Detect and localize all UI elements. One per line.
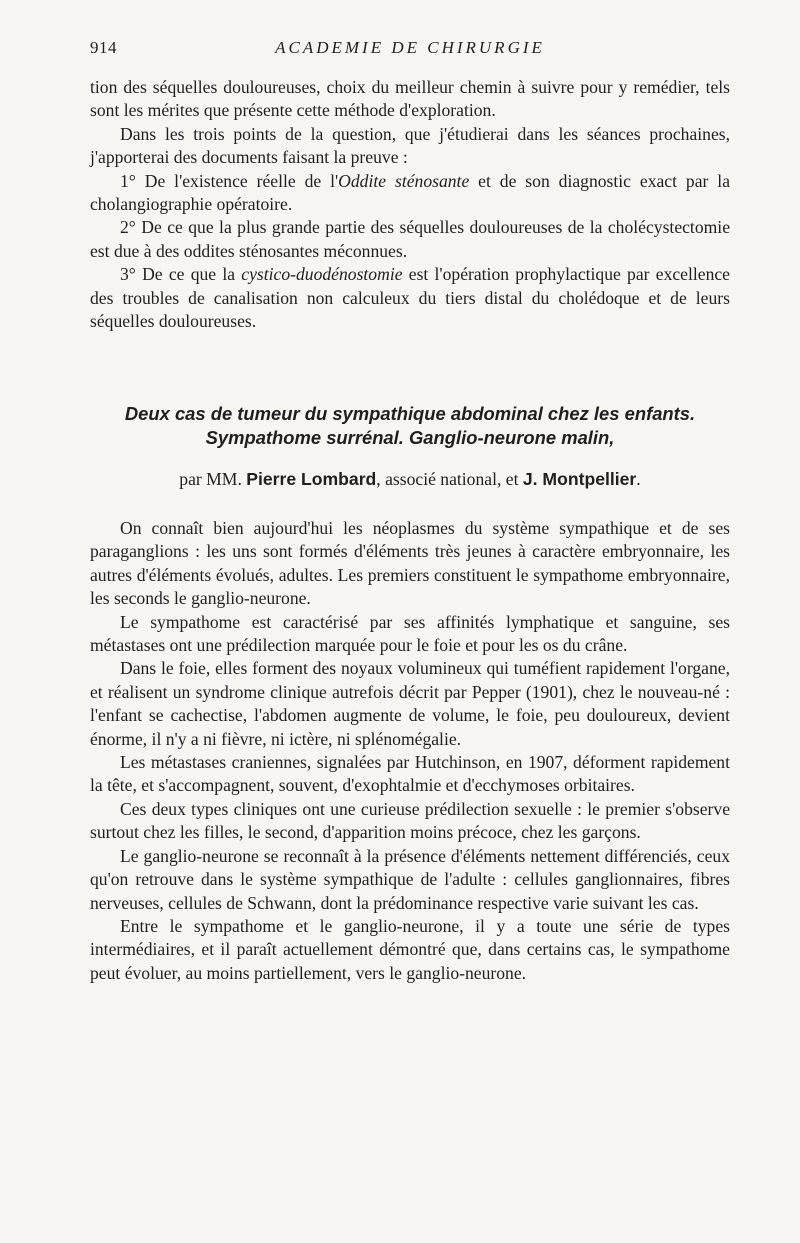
list-item: 2° De ce que la plus grande partie des séquelles douloureuses de la cholécystectomie est due à des oddites sténosantes méconnues. [90,217,730,261]
byline-affiliation: , associé national, et [376,469,523,489]
paragraph: tion des séquelles douloureuses, choix du meilleur chemin à suivre pour y remédier, tels sont les mérites que présente cette méthode d'exploration. [90,77,730,121]
list-item-text: est l'opération prophylactique par excellence des troubles de canalisation non calculeux du tiers distal du cholédoque et de leurs séquelles douloureuses. [90,264,730,332]
list-item-text: 1° De l'existence réelle de l' [120,170,339,191]
journal-title: ACADEMIE DE CHIRURGIE [275,38,545,57]
list-item-text: et de son diagnostic exact par la cholangiographie opératoire. [90,170,730,215]
paragraph: On connaît bien aujourd'hui les néoplasmes du système sympathique et de ses paraganglions : les uns sont formés d'éléments très jeunes à caractère embryonnaire, les autres d'éléments évolués, adultes. Les premiers constituent le sympathome embryonnaire, les seconds le ganglio-neurone. [90,518,730,609]
byline-suffix: . [636,469,641,489]
emphasis-term: Oddite sténosante [338,170,470,191]
article-subtitle-line: Sympathome surrénal. Ganglio-neurone malin, [205,427,615,448]
article-title [78,402,742,450]
running-head [90,38,730,62]
paragraph: Le sympathome est caractérisé par ses affinités lymphatique et sanguine, ses métastases ont une prédilection marquée pour le foie et pour les os du crâne. [90,611,730,656]
article-title-line: Deux cas de tumeur du sympathique abdominal chez les enfants. [124,403,696,424]
paragraph: Dans les trois points de la question, que j'étudierai dans les séances prochaines, j'apporterai des documents faisant la preuve : [90,123,730,168]
paragraph: Dans le foie, elles forment des noyaux volumineux qui tuméfient rapidement l'organe, et réalisent un syndrome clinique autrefois décrit par Pepper (1901), chez le nouveau-né : l'enfant se cachectise, l'abdomen augmente de volume, le foie, peu douloureux, devient énorme, il n'y a ni fièvre, ni ictère, ni splénomégalie. [90,658,730,749]
emphasis-term: cystico-duodénostomie [241,264,403,285]
list-item [90,263,730,333]
author-name: Pierre Lombard [246,469,377,489]
paragraph: Entre le sympathome et le ganglio-neurone, il y a toute une série de types intermédiaires, et il paraît actuellement démontré que, dans certains cas, le sympathome peut évoluer, au moins partiellement, vers le ganglio-neurone. [90,915,730,983]
paragraph: Ces deux types cliniques ont une curieuse prédilection sexuelle : le premier s'observe surtout chez les filles, le second, d'apparition moins précoce, chez les garçons. [90,798,730,843]
byline-prefix: par MM. [179,469,247,489]
article-body [90,517,730,985]
list-item-text: 3° De ce que la [120,264,242,285]
author-name: J. Montpellier [522,469,637,489]
paragraph: Le ganglio-neurone se reconnaît à la présence d'éléments nettement différenciés, ceux qu'on retrouve dans le système sympathique de l'adulte : cellules ganglionnaires, fibres nerveuses, cellules de Schwann, dont la prédominance respective varie suivant les cas. [90,845,730,913]
byline [78,467,742,491]
list-item [90,170,730,217]
paragraph: Les métastases craniennes, signalées par Hutchinson, en 1907, déforment rapidement la tête, et s'accompagnent, souvent, d'exophtalmie et d'ecchymoses orbitaires. [90,752,730,796]
continuation-text [90,76,730,333]
page-number: 914 [90,38,117,57]
